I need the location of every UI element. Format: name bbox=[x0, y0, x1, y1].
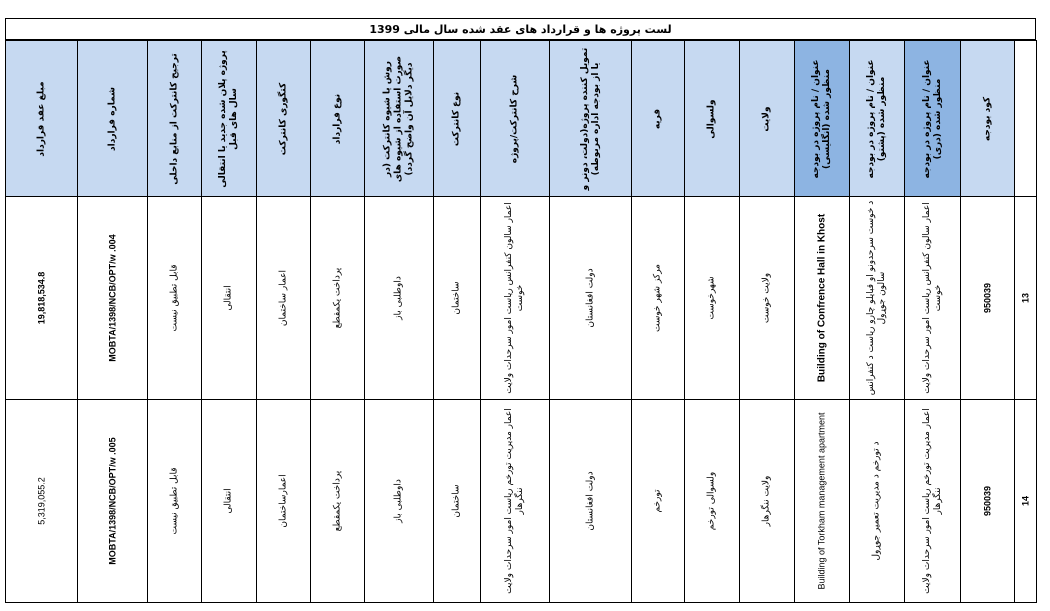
cell-new-or-transfer: انتقالی bbox=[202, 400, 257, 603]
header-title-en: عنوان / نام پروژه در بودجه منظور شده (انگلیسی) bbox=[795, 41, 850, 197]
header-contract-no: شماره قرارداد bbox=[78, 41, 148, 197]
header-method: روش یا شیوه کانترکت (در صورت استفاده از شیوه های دیگر دلایل آن واضح گردد) bbox=[365, 41, 434, 197]
cell-description: اعمار سالون کنفرانس ریاست امور سرحدات ولایت خوست bbox=[481, 197, 550, 400]
cell-contractor-type: اعمارساختمان bbox=[257, 400, 311, 603]
header-funding: تمویل کننده پروژه(دولت، دونر و یا از بودجه اداره مربوطه) bbox=[550, 41, 632, 197]
header-village: قریه bbox=[632, 41, 685, 197]
cell-prefer-domestic: قابل تطبیق نیست bbox=[148, 197, 202, 400]
header-province: ولایت bbox=[740, 41, 795, 197]
cell-contract-no: MOBTA/1398/NCB/OPT/w .004 bbox=[78, 197, 148, 400]
cell-title-en: Building of Confrence Hall in Khost bbox=[795, 197, 850, 400]
cell-prefer-domestic: قابل تطبیق نیست bbox=[148, 400, 202, 603]
cell-title-en: Building of Torkham management apartment bbox=[795, 400, 850, 603]
table-row bbox=[6, 400, 1037, 603]
cell-description: اعمار مدیریت تورخم ریاست امور سرحدات ولایت ننگرهار bbox=[481, 400, 550, 603]
cell-row-number: 14 bbox=[1015, 400, 1037, 603]
cell-contract-category: ساختمان bbox=[434, 400, 481, 603]
cell-amount: 5,319,055.2 bbox=[6, 400, 78, 603]
header-contractor-type: کتگوری کانترکت bbox=[257, 41, 311, 197]
cell-funding: دولت افغانستان bbox=[550, 400, 632, 603]
header-contract-category: نوع کانترکت bbox=[434, 41, 481, 197]
cell-budget-code: 950039 bbox=[961, 197, 1015, 400]
cell-village: مرکز شهر خوست bbox=[632, 197, 685, 400]
cell-district: شهرخوست bbox=[685, 197, 740, 400]
cell-contract-kind: پرداخت یکمقطع bbox=[311, 400, 365, 603]
header-row bbox=[6, 41, 1037, 197]
header-row-number bbox=[1015, 41, 1037, 197]
cell-title-ps: د تورخم د مدیریت تعمیر جوړول bbox=[850, 400, 905, 603]
projects-table bbox=[5, 40, 1037, 603]
header-contract-kind: نوع قرارداد bbox=[311, 41, 365, 197]
cell-village: تورخم bbox=[632, 400, 685, 603]
table-row bbox=[6, 197, 1037, 400]
cell-budget-code: 950039 bbox=[961, 400, 1015, 603]
header-description: شرح کانترکت/پروژه bbox=[481, 41, 550, 197]
cell-province: ولایت ننگرهار bbox=[740, 400, 795, 603]
sheet-title: لست پروژه ها و قرارداد های عقد شده سال مالی 1399 bbox=[5, 18, 1036, 40]
cell-district: ولسوالی تورخم bbox=[685, 400, 740, 603]
cell-contract-category: ساختمان bbox=[434, 197, 481, 400]
cell-contract-kind: پرداخت یکمقطع bbox=[311, 197, 365, 400]
cell-amount: 19,818,534.8 bbox=[6, 197, 78, 400]
cell-row-number: 13 bbox=[1015, 197, 1037, 400]
cell-new-or-transfer: انتقالی bbox=[202, 197, 257, 400]
spreadsheet-sheet bbox=[5, 18, 1036, 606]
cell-funding: دولت افغانستان bbox=[550, 197, 632, 400]
header-district: ولسوالی bbox=[685, 41, 740, 197]
header-title-ps: عنوان / نام پروژه در بودجه منظور شده (پشتو) bbox=[850, 41, 905, 197]
cell-title-dr: اعمار مدیریت تورخم ریاست امور سرحدات ولایت ننگرهار bbox=[905, 400, 961, 603]
cell-method: داوطلبی باز bbox=[365, 197, 434, 400]
cell-method: داوطلبی باز bbox=[365, 400, 434, 603]
header-prefer-domestic: ترجیح کانترکت از منابع داخلی bbox=[148, 41, 202, 197]
cell-title-ps: د خوست سرحدونو او قبایلو چارو ریاست د کنفرانس سالون جوړول bbox=[850, 197, 905, 400]
cell-contract-no: MOBTA/1398/NCB/OPT/w .005 bbox=[78, 400, 148, 603]
header-budget-code: کود بودجه bbox=[961, 41, 1015, 197]
header-amount: مبلغ عقد قرارداد bbox=[6, 41, 78, 197]
header-new-or-transfer: پروژه پلان شده جدید یا انتقالی سال های قبل bbox=[202, 41, 257, 197]
header-title-dr: عنوان / نام پروژه در بودجه منظور شده (دری) bbox=[905, 41, 961, 197]
cell-province: ولایت خوست bbox=[740, 197, 795, 400]
cell-title-dr: اعمار سالون کنفرانس ریاست امور سرحدات ولایت خوست bbox=[905, 197, 961, 400]
cell-contractor-type: اعمار ساختمان bbox=[257, 197, 311, 400]
